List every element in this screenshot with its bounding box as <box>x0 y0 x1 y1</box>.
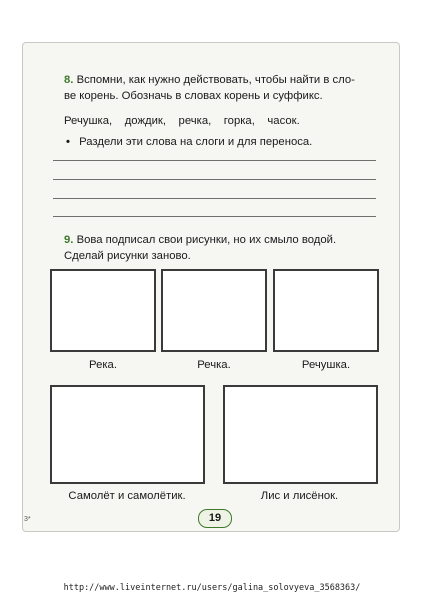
task-8-line-2: ве корень. Обозначь в словах корень и суффикс. <box>64 90 323 102</box>
task-8-bullet-text: Раздели эти слова на слоги и для переноса. <box>79 136 313 148</box>
writing-line <box>53 216 376 217</box>
drawing-box-2[interactable] <box>161 269 267 352</box>
writing-line <box>53 160 376 161</box>
printer-mark: 3* <box>24 516 31 523</box>
caption-1: Река. <box>89 359 117 371</box>
caption-3: Речушка. <box>301 359 351 371</box>
watermark-url: http://www.liveinternet.ru/users/galina_solovyeva_3568363/ <box>63 583 361 593</box>
caption-5: Лис и лисёнок. <box>260 490 339 502</box>
task-8-word-list: Речушка, дождик, речка, горка, часок. <box>64 115 300 127</box>
task-9-line-2: Сделай рисунки заново. <box>64 250 191 262</box>
drawing-box-3[interactable] <box>273 269 379 352</box>
writing-line <box>53 198 376 199</box>
task-8-instruction: Вспомни, как нужно действовать, чтобы найти в сло- <box>76 74 355 86</box>
writing-line <box>53 179 376 180</box>
task-8-number: 8. <box>64 74 74 86</box>
task-8-line-1 <box>64 72 355 88</box>
task-9-line-1 <box>64 232 336 248</box>
page-number: 19 <box>198 509 232 528</box>
task-8-bullet <box>66 134 312 150</box>
task-9-instruction: Вова подписал свои рисунки, но их смыло водой. <box>76 234 337 246</box>
drawing-box-4[interactable] <box>50 385 205 484</box>
drawing-box-1[interactable] <box>50 269 156 352</box>
task-9-number: 9. <box>64 234 74 246</box>
drawing-box-5[interactable] <box>223 385 378 484</box>
caption-2: Речка. <box>197 359 231 371</box>
caption-4: Самолёт и самолётик. <box>68 490 186 502</box>
